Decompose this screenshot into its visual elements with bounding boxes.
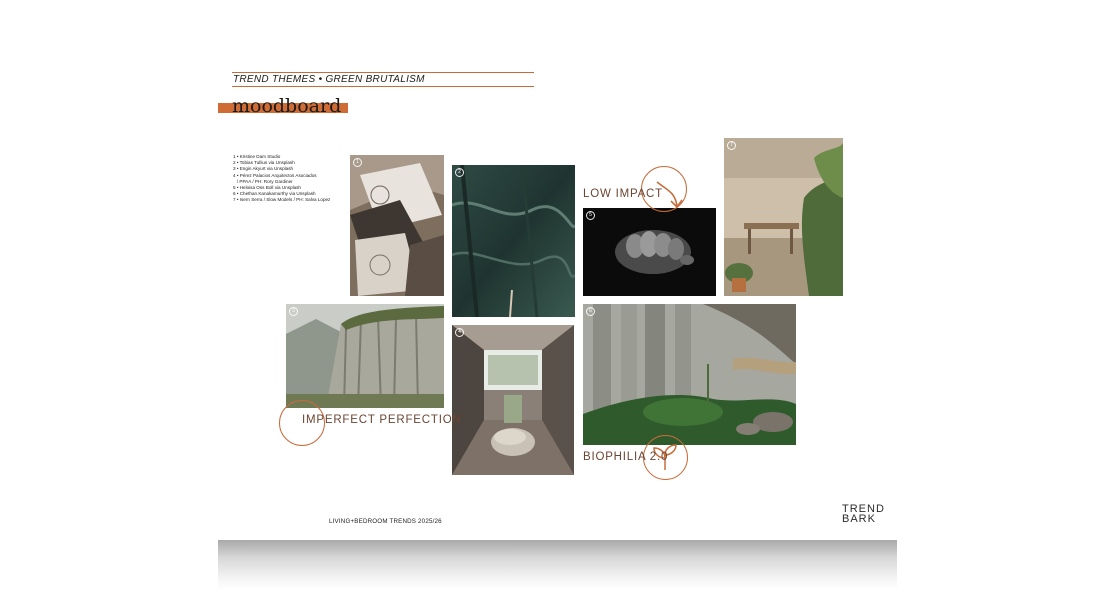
photo-interior-plants: [724, 138, 843, 296]
page-kicker: TREND THEMES • GREEN BRUTALISM: [233, 74, 425, 85]
concrete-garden-image: [583, 304, 796, 445]
photo-credits: [233, 154, 330, 204]
credit-line: 1 • Kristine Dam Studio: [233, 154, 281, 159]
credit-line: 7 • Isern Serra / Slow Models / PH: Salva Lopez: [233, 197, 331, 203]
photo-rock-room: [452, 325, 574, 475]
credit-line: / PPAA / PH: Rory Gardiner: [233, 178, 293, 184]
photo-number: 2: [455, 168, 464, 177]
photo-fist: [583, 208, 716, 296]
photo-number: 4: [455, 328, 464, 337]
credit-line: 2 • Tobias Tullius via Unsplash: [233, 160, 295, 166]
photo-number: 7: [727, 141, 736, 150]
photo-stone-tiles: [350, 155, 444, 296]
photo-number: 6: [586, 307, 595, 316]
photo-number: 1: [353, 158, 362, 167]
theme-label-imperfect-perfection: IMPERFECT PERFECTION: [302, 414, 462, 426]
brand-logo: [842, 504, 885, 524]
photo-cliff: [286, 304, 444, 408]
stone-tiles-image: [350, 155, 444, 296]
header-rule-bottom: [232, 86, 534, 87]
green-marble-image: [452, 165, 575, 317]
page-shadow: [218, 540, 897, 590]
brand-logo-line: BARK: [842, 513, 876, 525]
header-rule-top: [232, 72, 534, 73]
page-title: moodboard: [232, 95, 342, 117]
footer-caption: LIVING+BEDROOM TRENDS 2025/26: [329, 518, 442, 525]
credit-line: 5 • Heloisa Oss Boll via Unsplash: [233, 185, 301, 191]
photo-number: 5: [586, 211, 595, 220]
brand-logo-line: TREND: [842, 503, 885, 515]
credit-line: 6 • Chethan Kanakamurthy via Unsplash: [233, 191, 316, 197]
interior-plants-image: [724, 138, 843, 296]
rock-room-image: [452, 325, 574, 475]
theme-label-biophilia: BIOPHILIA 2.0: [583, 451, 669, 463]
theme-label-low-impact: LOW IMPACT: [583, 188, 663, 200]
credit-line: 3 • Engin Akyurt via Unsplash: [233, 166, 294, 172]
photo-number: 3: [289, 307, 298, 316]
credit-line: 4 • Pérez Palacios Arquitectos Asociados: [233, 172, 317, 178]
fist-image: [583, 208, 716, 296]
photo-concrete-garden: [583, 304, 796, 445]
photo-green-marble: [452, 165, 575, 317]
cliff-image: [286, 304, 444, 408]
